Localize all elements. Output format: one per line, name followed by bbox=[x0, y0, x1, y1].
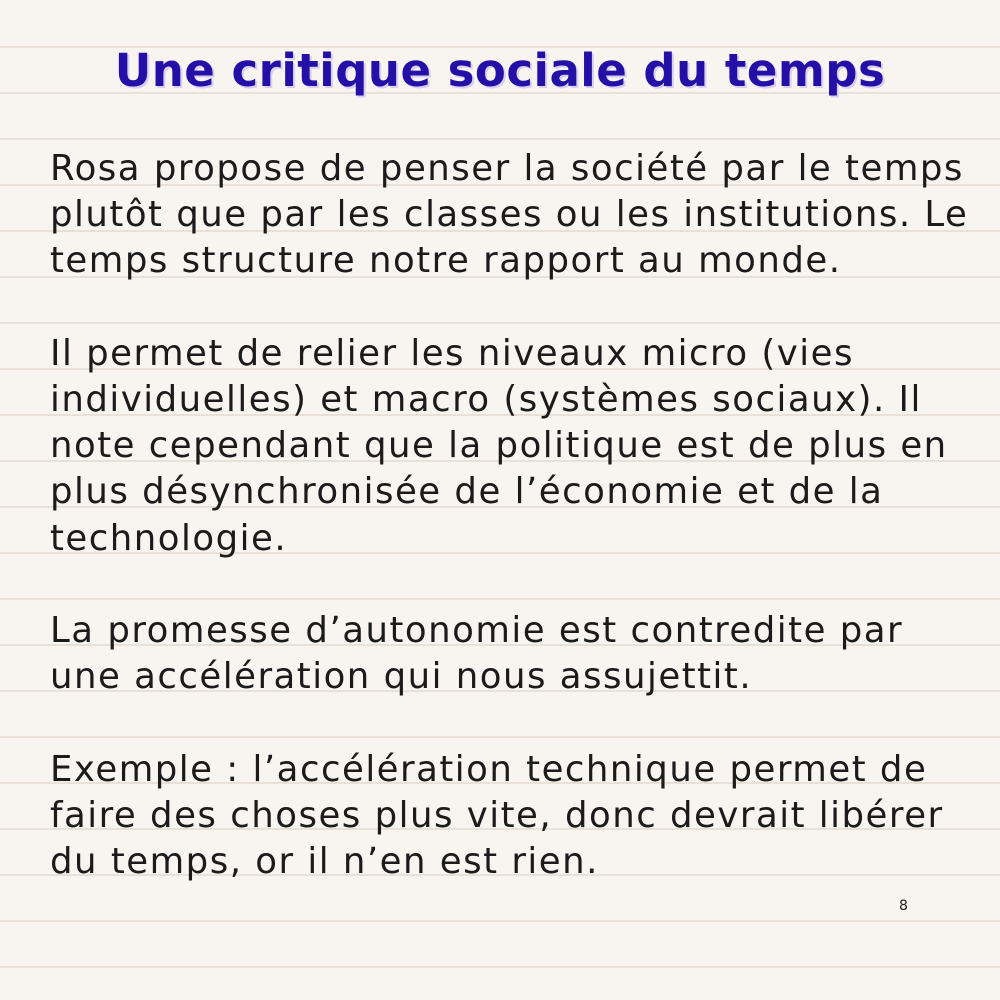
page-number: 8 bbox=[899, 898, 908, 914]
slide-title: Une critique sociale du temps bbox=[114, 44, 886, 97]
slide-body bbox=[50, 146, 970, 885]
paragraph-example: Exemple : l’accélération technique permet de faire des choses plus vite, donc devrait libérer du temps, or il n’en est rien. bbox=[50, 748, 944, 882]
paragraph-micro-macro: Il permet de relier les niveaux micro (vies individuelles) et macro (systèmes sociaux). Il note cependant que la politique est de plus en plus désynchronisée de l’économie et de la technologie. bbox=[50, 332, 948, 559]
paragraph-time-society: Rosa propose de penser la société par le temps plutôt que par les classes ou les institutions. Le temps structure notre rapport au monde. bbox=[50, 148, 969, 282]
paragraph-autonomy: La promesse d’autonomie est contredite par une accélération qui nous assujettit. bbox=[50, 610, 904, 698]
